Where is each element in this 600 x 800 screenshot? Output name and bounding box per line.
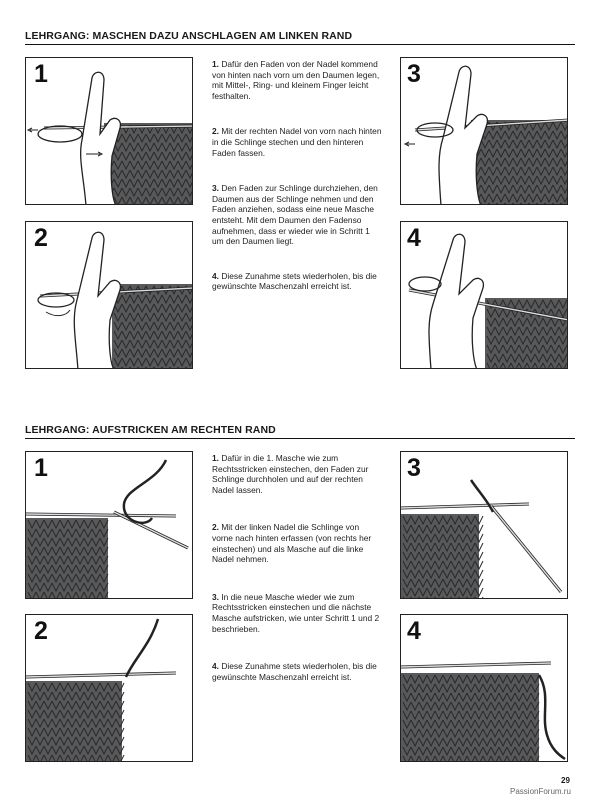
step-number: 2 [34, 617, 48, 645]
step-number: 4 [407, 617, 421, 645]
instruction-step: 1. Dafür in die 1. Masche wie zum Rechtsstricken einstechen, den Faden zur Schlinge durchholen und auf der rechten Nadel lassen. [212, 453, 369, 495]
hand-knitting-illustration [401, 222, 568, 369]
panel-cast-on-4 [400, 221, 568, 369]
panel-knit-on-2 [25, 614, 193, 762]
knitting-illustration [26, 615, 193, 762]
instruction-step: 4. Diese Zunahme stets wiederholen, bis die gewünschte Maschenzahl erreicht ist. [212, 661, 377, 682]
knitting-illustration [26, 452, 193, 599]
instruction-step: 2. Mit der rechten Nadel von vorn nach hinten in die Schlinge stechen und den hinteren Faden fassen. [212, 126, 382, 158]
instruction-step: 3. In die neue Masche wieder wie zum Rechtsstricken einstechen und die nächste Masche aufstricken, wie unter Schritt 1 und 2 beschrieben. [212, 591, 380, 634]
section-2-title: LEHRGANG: AUFSTRICKEN AM RECHTEN RAND [25, 424, 575, 439]
step-number: 3 [407, 454, 421, 482]
panel-cast-on-3 [400, 57, 568, 205]
instruction-step: 3. Den Faden zur Schlinge durchziehen, den Daumen aus der Schlinge nehmen und den Faden anziehen, sodass eine neue Masche entsteht. Mit dem Daumen den Fadenso aufnehmen, dass er wieder wie in Schritt 1 um den Daumen liegt. [212, 183, 378, 247]
panel-knit-on-3 [400, 451, 568, 599]
panel-knit-on-1 [25, 451, 193, 599]
instruction-step: 1. Dafür den Faden von der Nadel kommend von hinten nach vorn um den Daumen legen, mit Mittel-, Ring- und kleinem Finger leicht festhalten. [212, 59, 380, 101]
step-number: 4 [407, 224, 421, 252]
step-number: 3 [407, 60, 421, 88]
page-number: 29 [561, 776, 570, 785]
panel-knit-on-4 [400, 614, 568, 762]
step-number: 1 [34, 60, 48, 88]
step-number: 2 [34, 224, 48, 252]
panel-cast-on-1 [25, 57, 193, 205]
section-1-instructions [212, 59, 382, 292]
watermark: PassionForum.ru [510, 787, 571, 796]
step-number: 1 [34, 454, 48, 482]
hand-knitting-illustration [26, 58, 193, 205]
knitting-illustration [401, 615, 568, 762]
knitting-illustration [401, 452, 568, 599]
hand-knitting-illustration [401, 58, 568, 205]
panel-cast-on-2 [25, 221, 193, 369]
instruction-step: 4. Diese Zunahme stets wiederholen, bis die gewünschte Maschenzahl erreicht ist. [212, 270, 377, 292]
instruction-step: 2. Mit der linken Nadel die Schlinge von vorne nach hinten erfassen (von rechts her einstechen) und als Masche auf die linke Nadel nehmen. [212, 522, 372, 565]
section-1-title: LEHRGANG: MASCHEN DAZU ANSCHLAGEN AM LINKEN RAND [25, 30, 575, 45]
section-2-instructions [212, 453, 382, 682]
hand-knitting-illustration [26, 222, 193, 369]
